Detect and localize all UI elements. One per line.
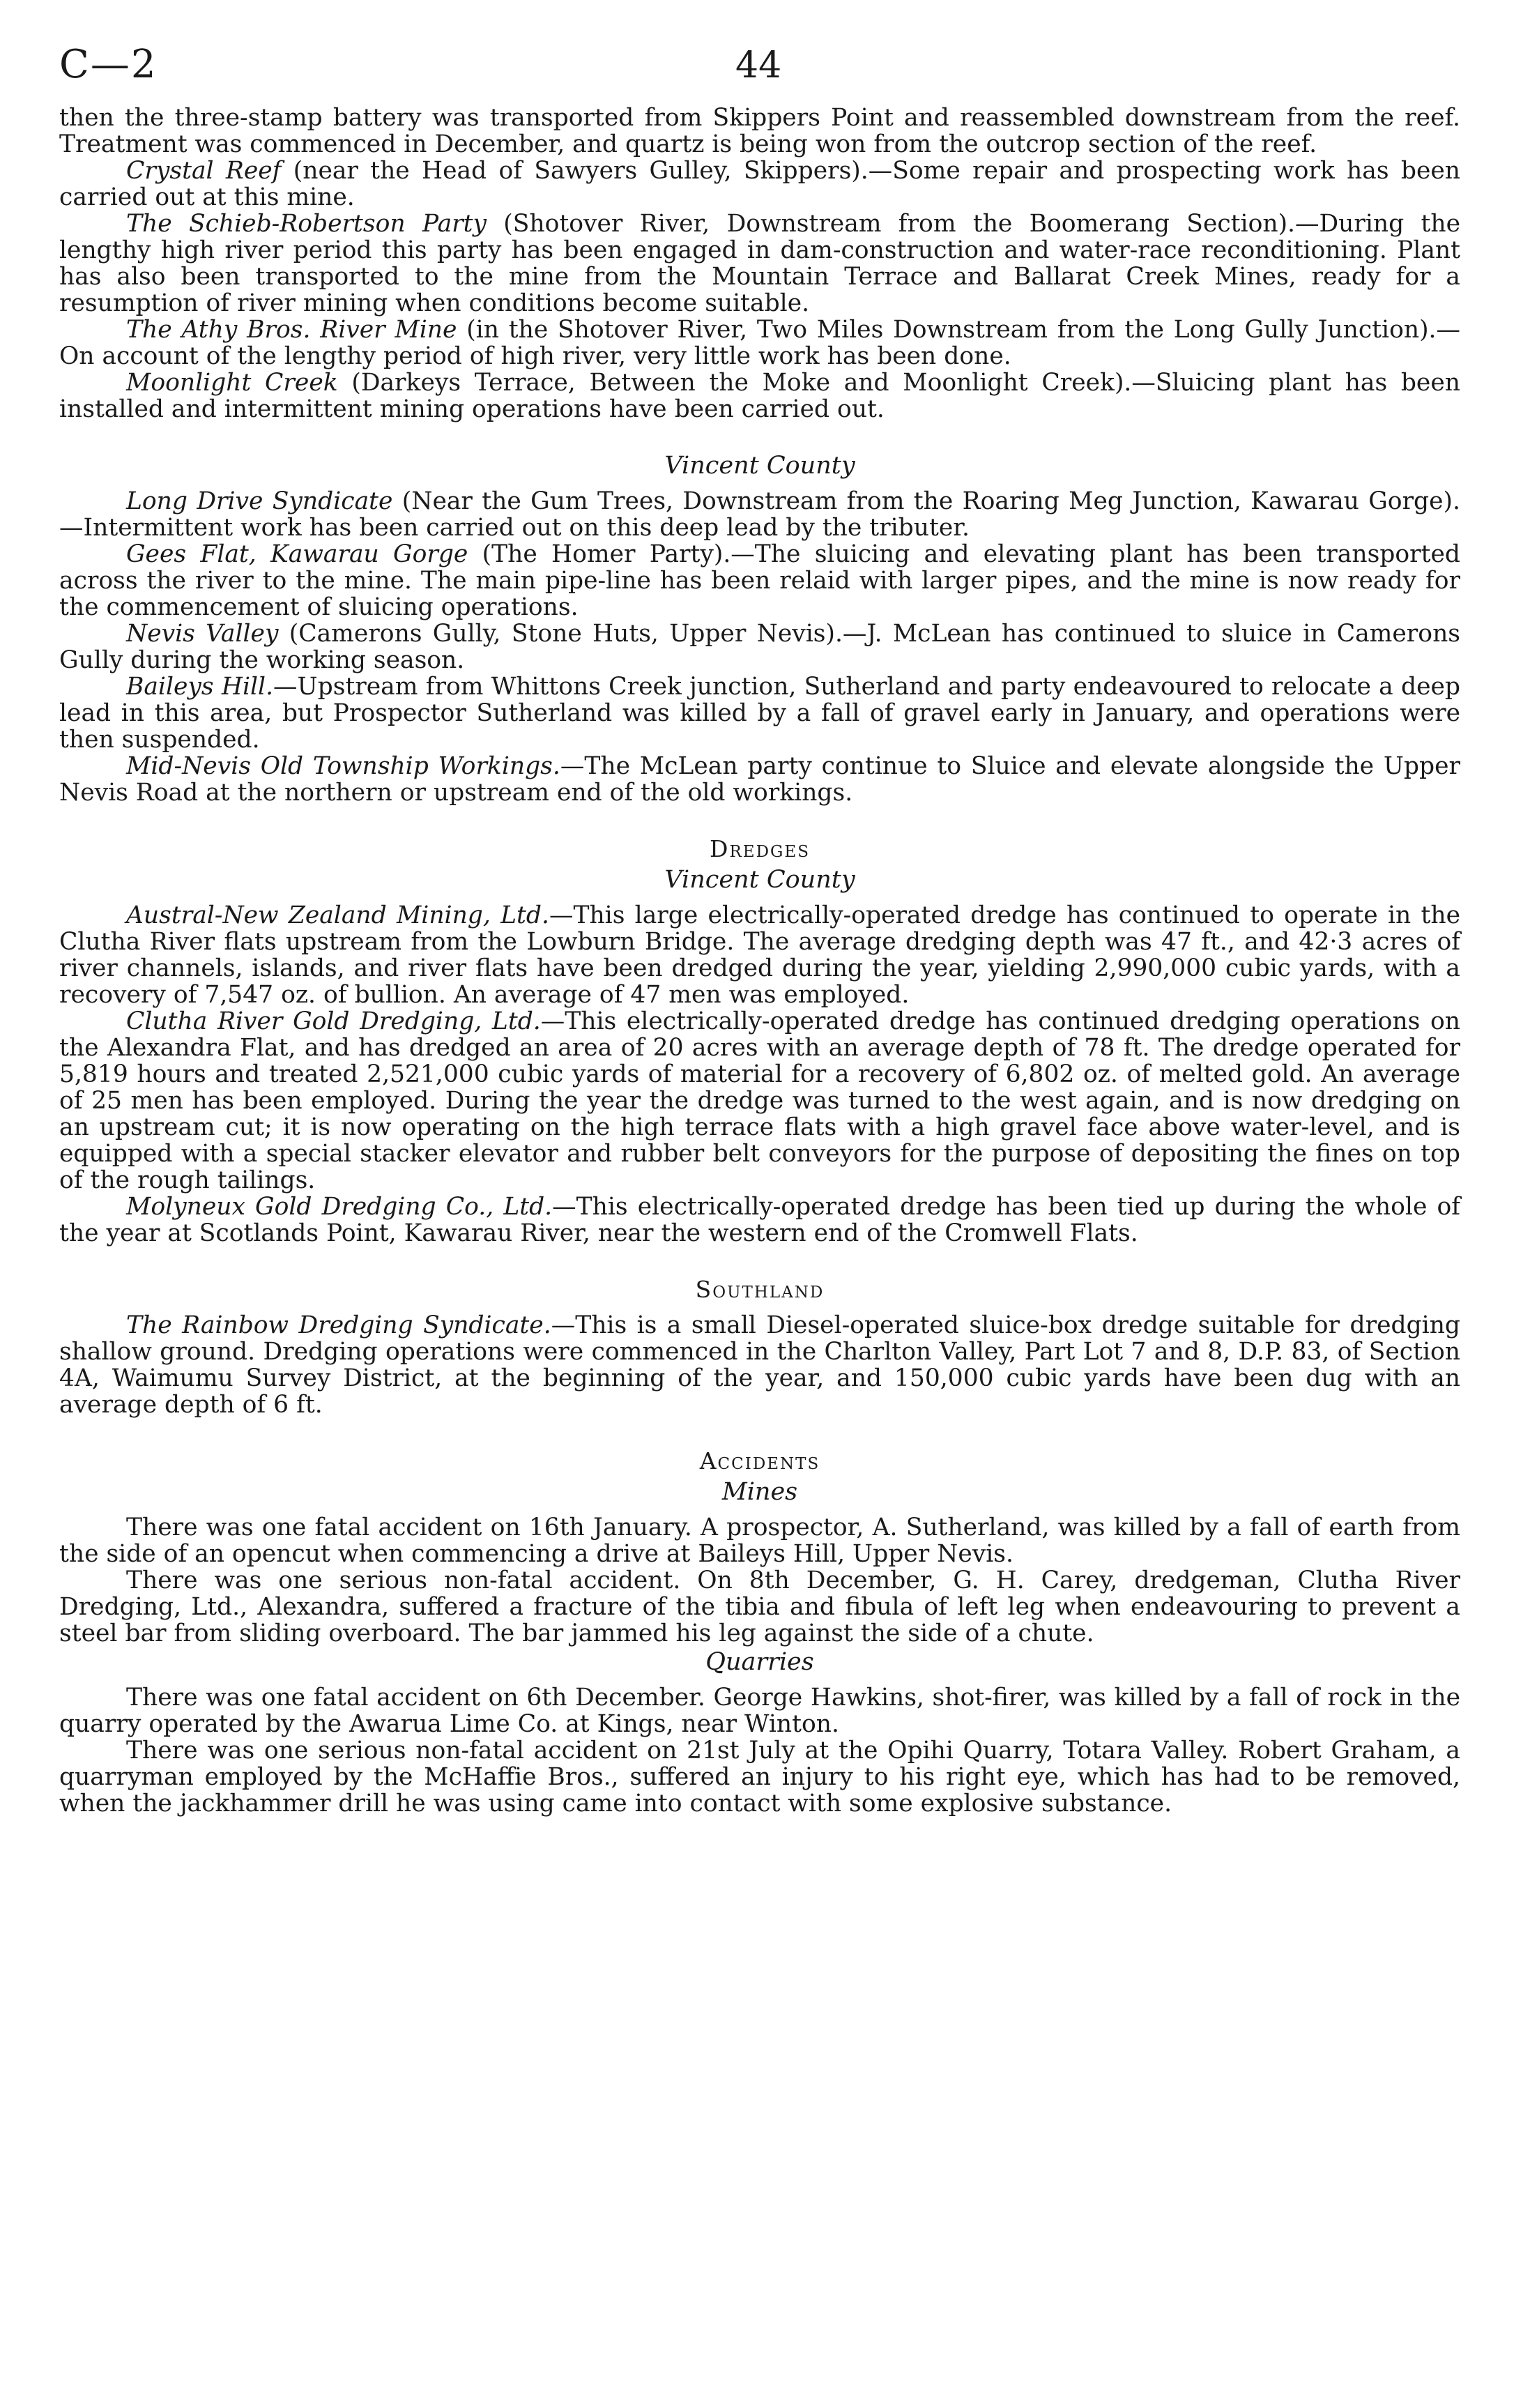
- subsection-heading-mines: Mines: [721, 1478, 798, 1506]
- entry-name: The Rainbow Dredging Syndicate.: [126, 1311, 551, 1339]
- southland-section: [59, 1274, 1460, 1418]
- vincent-county-section: [59, 450, 1460, 806]
- shotover-section: [59, 105, 1460, 422]
- paragraph-quarries-fatal: There was one fatal accident on 6th December. George Hawkins, shot-firer, was killed by a fall of rock in the quarry operated by the Awarua Lime Co. at Kings, near Winton.: [59, 1684, 1460, 1738]
- section-heading: Accidents: [699, 1447, 820, 1474]
- section-heading: Southland: [695, 1276, 825, 1303]
- entry-name: Mid-Nevis Old Township Workings.: [126, 752, 560, 780]
- dredges-section: [59, 834, 1460, 1247]
- paragraph-nevis-valley: Nevis Valley (Camerons Gully, Stone Huts, Upper Nevis).—J. McLean has continued to sluice in Camerons Gully during the working season.: [59, 620, 1460, 674]
- entry-name: Clutha River Gold Dredging, Ltd.: [126, 1007, 541, 1035]
- paragraph-crystal-reef: Crystal Reef (near the Head of Sawyers Gulley, Skippers).—Some repair and prospecting work has been carried out at this mine.: [59, 157, 1460, 211]
- entry-name: Austral-New Zealand Mining, Ltd.: [126, 901, 549, 929]
- paragraph-mid-nevis: Mid-Nevis Old Township Workings.—The McLean party continue to Sluice and elevate alongside the Upper Nevis Road at the northern or upstream end of the old workings.: [59, 752, 1461, 807]
- paragraph-clutha-river: Clutha River Gold Dredging, Ltd.—This electrically-operated dredge has continued dredging operations on the Alexandra Flat, and has dredged an area of 20 acres with an average depth of 78 ft. The dredge operated for 5,819 hours and treated 2,521,000 cubic yards of material for a recovery of 6,802 oz. of melted gold. An average of 25 men has been employed. During the year the dredge was turned to the west again, and is now dredging on an upstream cut; it is now operating on the high terrace flats with a high gravel face above water-level, and is equipped with a special stacker elevator and rubber belt conveyors for the purpose of depositing the fines on top of the rough tailings.: [59, 1007, 1460, 1194]
- paragraph-long-drive: Long Drive Syndicate (Near the Gum Trees, Downstream from the Roaring Meg Junction, Kawarau Gorge).—Intermittent work has been carried out on this deep lead by the tributer.: [59, 487, 1460, 542]
- paragraph-mines-nonfatal: There was one serious non-fatal accident. On 8th December, G. H. Carey, dredgeman, Clutha River Dredging, Ltd., Alexandra, suffered a fracture of the tibia and fibula of left leg when endeavouring to prevent a steel bar from sliding overboard. The bar jammed his leg against the side of a chute.: [59, 1567, 1460, 1647]
- paragraph-molyneux: Molyneux Gold Dredging Co., Ltd.—This electrically-operated dredge has been tied up during the whole of the year at Scotlands Point, Kawarau River, near the western end of the Cromwell Flats.: [59, 1193, 1460, 1247]
- paragraph-rainbow-dredging: The Rainbow Dredging Syndicate.—This is a small Diesel-operated sluice-box dredge suitable for dredging shallow ground. Dredging operations were commenced in the Charlton Valley, Part Lot 7 and 8, D.P. 83, of Section 4A, Waimumu Survey District, at the beginning of the year, and 150,000 cubic yards have been dug with an average depth of 6 ft.: [59, 1311, 1461, 1419]
- paragraph-schieb-robertson: The Schieb-Robertson Party (Shotover River, Downstream from the Boomerang Section).—During the lengthy high river period this party has been engaged in dam-construction and water-race reconditioning. Plant has also been transported to the mine from the Mountain Terrace and Ballarat Creek Mines, ready for a resumption of river mining when conditions become suitable.: [59, 210, 1460, 317]
- entry-name: Nevis Valley: [126, 620, 279, 648]
- accidents-section: [59, 1446, 1460, 1817]
- paragraph-mines-fatal: There was one fatal accident on 16th January. A prospector, A. Sutherland, was killed by a fall of earth from the side of an opencut when commencing a drive at Baileys Hill, Upper Nevis.: [59, 1514, 1460, 1568]
- subsection-heading: Vincent County: [664, 866, 855, 894]
- paragraph-gees-flat: Gees Flat, Kawarau Gorge (The Homer Party).—The sluicing and elevating plant has been transported across the river to the mine. The main pipe-line has been relaid with larger pipes, and the mine is now ready for the commencement of sluicing operations.: [59, 540, 1460, 621]
- entry-name: Crystal Reef: [126, 157, 282, 185]
- document-page: [59, 28, 1460, 1817]
- paragraph-athy-bros: The Athy Bros. River Mine (in the Shotover River, Two Miles Downstream from the Long Gully Junction).—On account of the lengthy period of high river, very little work has been done.: [59, 316, 1460, 370]
- document-reference: C—2: [59, 42, 158, 87]
- paragraph-continuation: then the three-stamp battery was transported from Skippers Point and reassembled downstream from the reef. Treatment was commenced in December, and quartz is being won from the outcrop section of the reef.: [59, 104, 1460, 158]
- entry-name: Baileys Hill.: [126, 673, 274, 701]
- section-heading: Vincent County: [664, 452, 855, 480]
- subsection-heading-quarries: Quarries: [705, 1648, 814, 1676]
- page-header: [59, 28, 1460, 105]
- entry-name: Long Drive Syndicate: [126, 487, 393, 515]
- paragraph-austral-nz: Austral-New Zealand Mining, Ltd.—This large electrically-operated dredge has continued to operate in the Clutha River flats upstream from the Lowburn Bridge. The average dredging depth was 47 ft., and 42·3 acres of river channels, islands, and river flats have been dredged during the year, yielding 2,990,000 cubic yards, with a recovery of 7,547 oz. of bullion. An average of 47 men was employed.: [59, 901, 1460, 1009]
- paragraph-baileys-hill: Baileys Hill.—Upstream from Whittons Creek junction, Sutherland and party endeavoured to relocate a deep lead in this area, but Prospector Sutherland was killed by a fall of gravel early in January, and operations were then suspended.: [59, 673, 1460, 754]
- page-number: 44: [735, 45, 782, 86]
- entry-name: Molyneux Gold Dredging Co., Ltd.: [126, 1193, 553, 1221]
- paragraph-quarries-nonfatal: There was one serious non-fatal accident on 21st July at the Opihi Quarry, Totara Valley. Robert Graham, a quarryman employed by the McHaffie Bros., suffered an injury to his right eye, which has had to be removed, when the jackhammer drill he was using came into contact with some explosive substance.: [59, 1737, 1460, 1818]
- entry-name: Gees Flat, Kawarau Gorge: [126, 540, 468, 568]
- entry-name: The Athy Bros. River Mine: [126, 316, 457, 344]
- entry-name: The Schieb-Robertson Party: [126, 210, 487, 238]
- paragraph-moonlight-creek: Moonlight Creek (Darkeys Terrace, Between the Moke and Moonlight Creek).—Sluicing plant has been installed and intermittent mining operations have been carried out.: [59, 369, 1460, 423]
- section-heading: Dredges: [710, 835, 810, 862]
- entry-name: Moonlight Creek: [126, 369, 338, 397]
